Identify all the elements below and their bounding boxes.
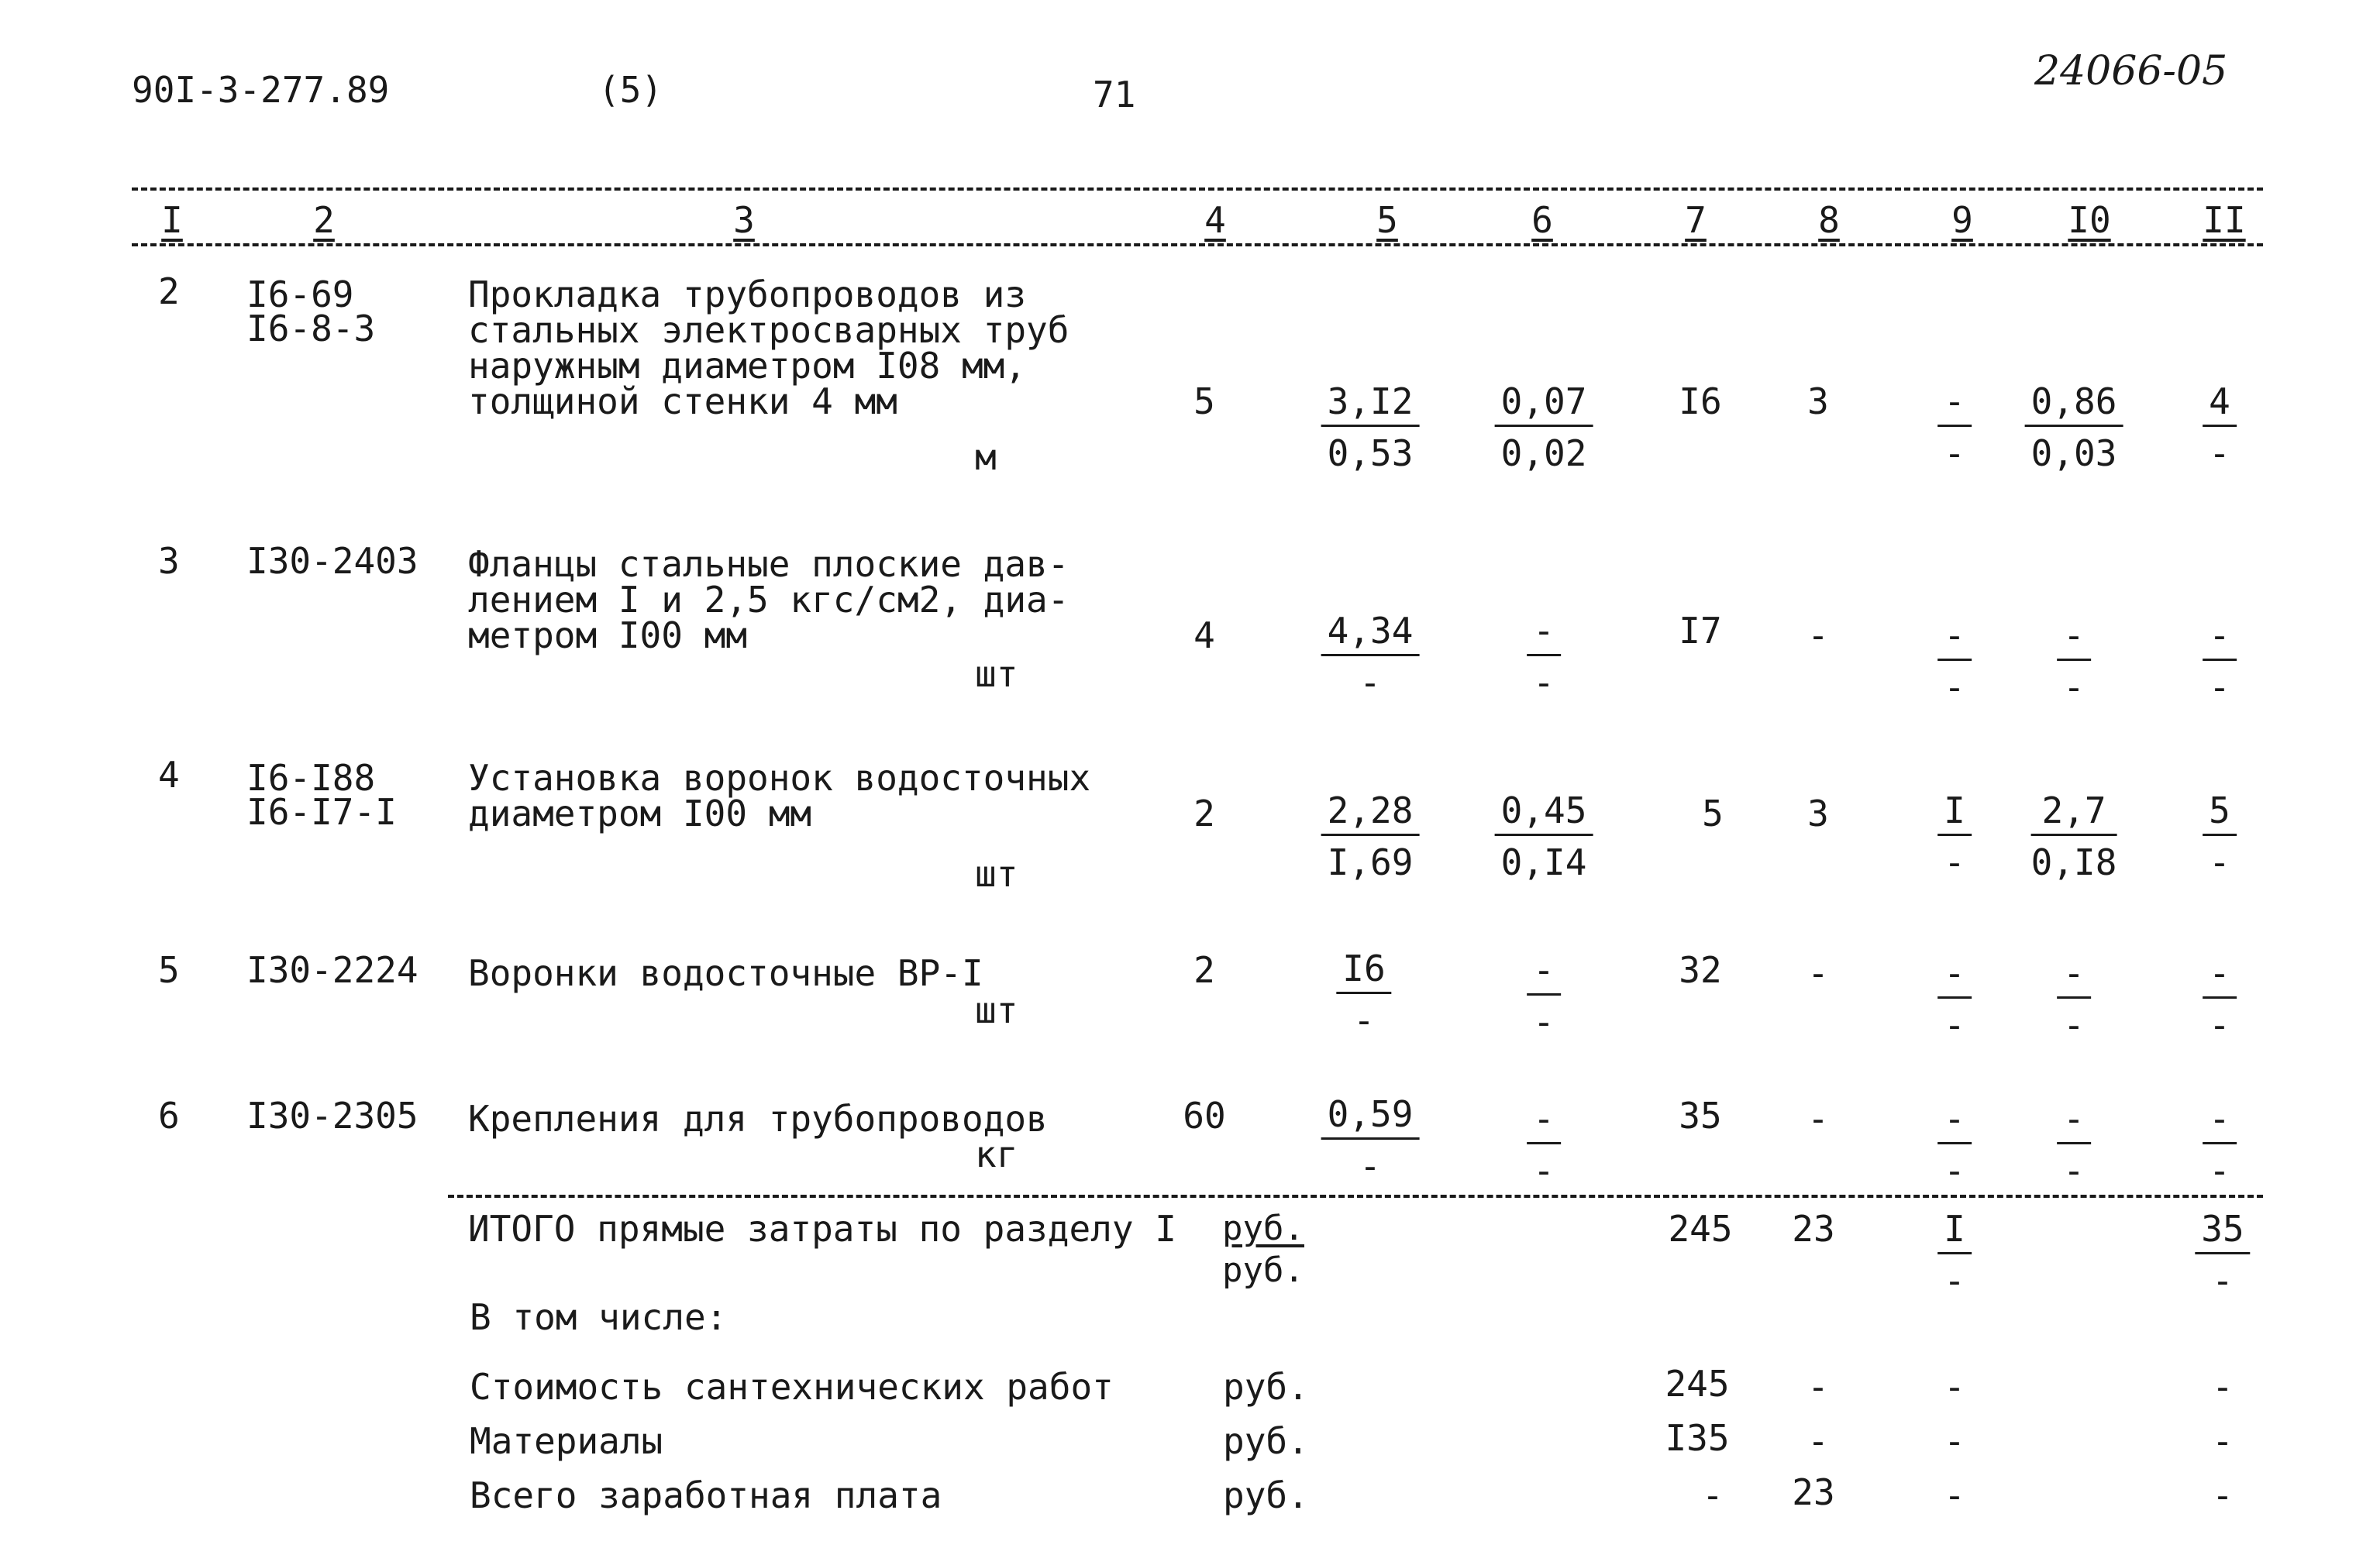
col11-value: 5 - — [2203, 792, 2237, 881]
breakdown-col9: - — [1944, 1366, 1965, 1408]
total-col9: I - — [1937, 1210, 1972, 1299]
col7-value: I7 — [1679, 610, 1722, 652]
col11-value: 4 - — [2203, 383, 2237, 472]
row-number: 6 — [158, 1095, 180, 1137]
description-line: диаметром I00 мм — [468, 793, 812, 834]
column-header: II — [2203, 199, 2246, 241]
rate-code: I6-69 — [246, 274, 354, 315]
description-line: наружным диаметром I08 мм, — [468, 345, 1027, 387]
header-top-rule — [132, 187, 2263, 191]
row-number: 2 — [158, 270, 180, 312]
col8-value: - — [1807, 952, 1829, 994]
col6-value: - - — [1527, 1100, 1561, 1189]
breakdown-col7: 245 — [1665, 1363, 1730, 1405]
breakdown-col7: I35 — [1665, 1417, 1730, 1459]
description-line: Фланцы стальные плоские дав- — [468, 543, 1069, 585]
breakdown-col9: - — [1944, 1420, 1965, 1462]
total-col11: 35 - — [2195, 1210, 2250, 1299]
col11-value: - - — [2203, 1100, 2237, 1189]
breakdown-col8: 23 — [1792, 1471, 1835, 1513]
description-line: метром I00 мм — [468, 614, 748, 656]
col6-value: $\frac{0,45}{0,I4}$ — [1495, 792, 1593, 881]
total-unit: руб. руб. — [1222, 1209, 1304, 1290]
description-line: Установка воронок водосточных — [468, 757, 1091, 799]
col9-value: - - — [1937, 383, 1972, 472]
col8-value: - — [1807, 1098, 1829, 1140]
unit: шт — [975, 989, 1018, 1031]
col6-value: - - — [1527, 951, 1561, 1041]
col8-value: 3 — [1807, 380, 1829, 422]
including-label: В том числе: — [470, 1296, 728, 1338]
column-header: 3 — [733, 199, 755, 241]
breakdown-col11: - — [2212, 1474, 2234, 1516]
breakdown-col8: - — [1807, 1420, 1829, 1462]
col5-value: $\frac{3,I2}{0,53}$ — [1321, 383, 1420, 472]
col6-value: $\frac{0,07}{0,02}$ — [1495, 383, 1593, 472]
total-col7: 245 — [1668, 1208, 1733, 1250]
rate-code: I6-I88 — [246, 757, 376, 799]
col9-value: - - — [1937, 955, 1972, 1044]
column-header: 9 — [1951, 199, 1973, 241]
quantity: 5 — [1193, 380, 1215, 422]
quantity: 4 — [1193, 614, 1215, 656]
row-number: 5 — [158, 949, 180, 991]
col10-value: $\frac{0,86}{0,03}$ — [2025, 383, 2123, 472]
col7-value: 32 — [1679, 949, 1722, 991]
col5-value: I6 - — [1336, 950, 1391, 1039]
column-header: I0 — [2068, 199, 2111, 241]
quantity: 2 — [1193, 793, 1215, 834]
col9-value: I - — [1937, 792, 1972, 881]
row-number: 3 — [158, 540, 180, 582]
unit: кг — [975, 1134, 1018, 1175]
col7-value: I6 — [1679, 380, 1722, 422]
row-number: 4 — [158, 754, 180, 796]
unit: м — [975, 436, 997, 478]
breakdown-col11: - — [2212, 1366, 2234, 1408]
document-code: 90I-3-277.89 — [132, 69, 390, 111]
rate-code: I30-2305 — [246, 1095, 418, 1137]
description-line: Воронки водосточные ВР-I — [468, 952, 983, 994]
rate-code: I6-I7-I — [246, 791, 397, 833]
col8-value: - — [1807, 614, 1829, 656]
col9-value: - - — [1937, 617, 1972, 706]
rate-code: I6-8-3 — [246, 308, 376, 349]
quantity: 2 — [1193, 949, 1215, 991]
description-line: толщиной стенки 4 мм — [468, 380, 897, 422]
archive-number: 24066-05 — [2034, 48, 2228, 95]
page-number: 71 — [1093, 74, 1136, 115]
breakdown-col11: - — [2212, 1420, 2234, 1462]
breakdown-unit: руб. — [1223, 1366, 1309, 1408]
col7-value: 35 — [1679, 1095, 1722, 1137]
unit: шт — [975, 653, 1018, 695]
breakdown-col7: - — [1702, 1474, 1724, 1516]
col10-value: - - — [2057, 617, 2091, 706]
col10-value: - - — [2057, 955, 2091, 1044]
rate-code: I30-2403 — [246, 540, 418, 582]
col11-value: - - — [2203, 617, 2237, 706]
total-label: ИТОГО прямые затраты по разделу I — [468, 1208, 1176, 1250]
column-header: 7 — [1685, 199, 1707, 241]
col7-value: 5 — [1702, 793, 1724, 834]
column-header: 8 — [1818, 199, 1840, 241]
col5-value: 0,59 - — [1321, 1096, 1420, 1185]
sheet-marker: (5) — [598, 69, 663, 111]
breakdown-label: Стоимость сантехнических работ — [470, 1366, 1114, 1408]
unit: шт — [975, 853, 1018, 895]
breakdown-col9: - — [1944, 1474, 1965, 1516]
description-line: стальных электросварных труб — [468, 309, 1069, 351]
col10-value: $\frac{2,7}{0,I8}$ — [2030, 790, 2117, 883]
col9-value: - - — [1937, 1100, 1972, 1189]
col5-value: 4,34 - — [1321, 612, 1420, 701]
total-col8: 23 — [1792, 1208, 1835, 1250]
col8-value: 3 — [1807, 793, 1829, 834]
description-line: Прокладка трубопроводов из — [468, 274, 1027, 315]
quantity: 60 — [1183, 1095, 1226, 1137]
column-header: 5 — [1376, 199, 1398, 241]
breakdown-unit: руб. — [1223, 1420, 1309, 1462]
column-header: 2 — [313, 199, 335, 241]
col11-value: - - — [2203, 955, 2237, 1044]
column-header: I — [161, 199, 183, 241]
description-line: Крепления для трубопроводов — [468, 1098, 1048, 1140]
total-rule — [448, 1195, 2263, 1198]
breakdown-label: Всего заработная плата — [470, 1474, 942, 1516]
description-line: лением I и 2,5 кгс/см2, диа- — [468, 579, 1069, 621]
breakdown-label: Материалы — [470, 1420, 663, 1462]
rate-code: I30-2224 — [246, 949, 418, 991]
column-header: 6 — [1531, 199, 1553, 241]
col5-value: $\frac{2,28}{I,69}$ — [1321, 792, 1420, 881]
breakdown-unit: руб. — [1223, 1474, 1309, 1516]
column-header: 4 — [1204, 199, 1226, 241]
col6-value: - - — [1527, 612, 1561, 701]
breakdown-col8: - — [1807, 1366, 1829, 1408]
col10-value: - - — [2057, 1100, 2091, 1189]
header-bottom-rule — [132, 243, 2263, 246]
